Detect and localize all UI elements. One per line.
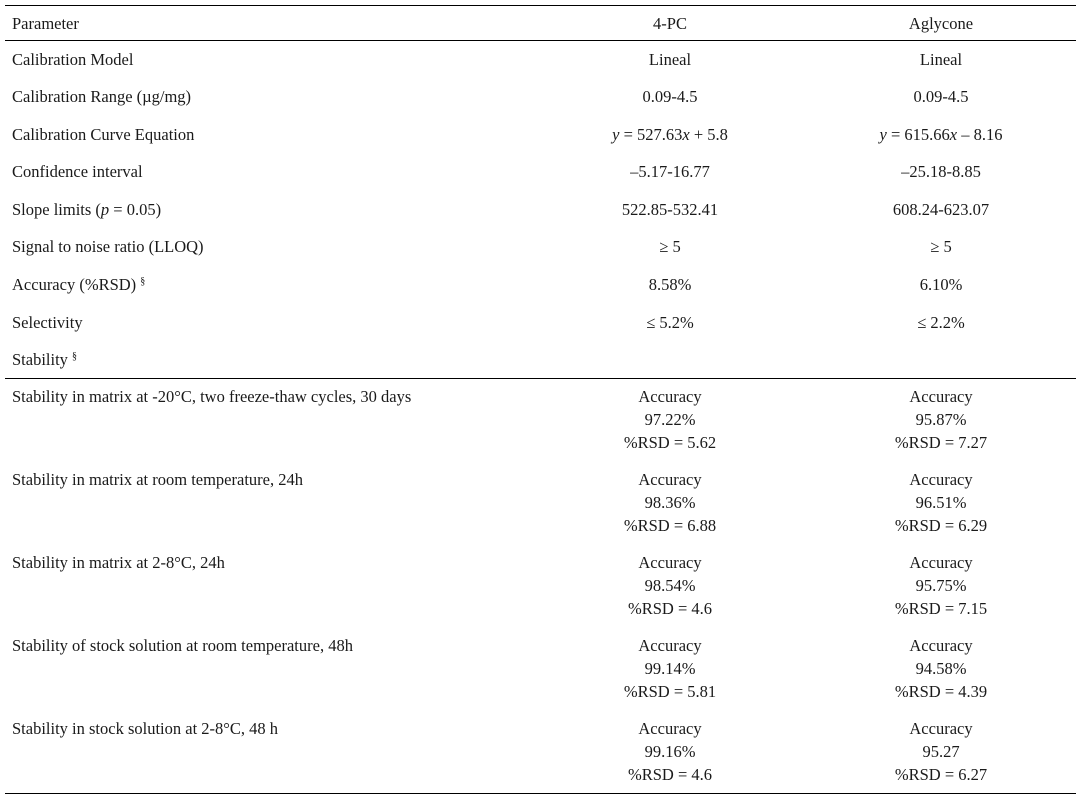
cell-aglycone: –25.18-8.85 [901,162,981,182]
section-mark: § [72,351,78,363]
cell-aglycone [806,628,1076,711]
metric-label: Accuracy [638,469,702,489]
rsd-value: %RSD = 5.81 [623,681,717,701]
header-parameter: Parameter [12,14,79,33]
cell-empty [806,341,1076,379]
row-label: Calibration Model [12,50,134,69]
label-text: Accuracy (%RSD) [12,275,141,295]
row-label: Stability in matrix at room temperature, 24h [12,469,303,489]
row-label: Confidence interval [12,162,143,182]
eq-y: y [612,124,620,144]
cell-4pc: –5.17-16.77 [630,162,710,182]
accuracy-value: 95.87% [915,410,967,430]
header-aglycone: Aglycone [908,14,974,33]
rsd-value: %RSD = 5.62 [623,433,717,453]
cell-4pc-equation [534,116,806,154]
cell-4pc: 522.85-532.41 [621,199,719,219]
eq-rest: + 5.8 [689,124,728,144]
section-mark: § [140,276,146,288]
eq-x: x [682,124,690,144]
accuracy-value: 95.27 [922,741,960,761]
cell-4pc: 0.09-4.5 [642,87,698,107]
validation-table [5,5,1076,794]
rsd-value: %RSD = 6.27 [894,764,988,784]
rsd-value: %RSD = 4.39 [894,681,988,701]
rsd-value: %RSD = 7.15 [894,598,988,618]
header-4pc: 4-PC [653,14,687,33]
table-row [5,341,1076,379]
label-text: Stability [12,350,73,370]
cell-4pc [534,379,806,462]
accuracy-value: 94.58% [915,658,967,678]
metric-label: Accuracy [909,718,973,738]
row-label: Stability in matrix at 2-8°C, 24h [12,552,225,572]
rsd-value: %RSD = 6.29 [894,515,988,535]
accuracy-value: 98.36% [644,492,696,512]
table-row [5,628,1076,711]
cell-aglycone: ≥ 5 [930,237,952,257]
table-row [5,191,1076,229]
eq-coef: = 615.66 [886,124,950,144]
rsd-value: %RSD = 4.6 [627,598,713,618]
row-label [5,266,534,304]
accuracy-value: 97.22% [644,410,696,430]
row-label: Stability in stock solution at 2-8°C, 48 h [12,718,279,738]
row-label: Stability of stock solution at room temperature, 48h [12,635,353,655]
rsd-value: %RSD = 6.88 [623,515,717,535]
table-row [5,711,1076,794]
eq-coef: = 527.63 [619,124,683,144]
cell-aglycone [806,462,1076,545]
metric-label: Accuracy [638,635,702,655]
table-row [5,78,1076,116]
cell-4pc [534,628,806,711]
metric-label: Accuracy [909,387,973,407]
cell-aglycone: 0.09-4.5 [913,87,969,107]
cell-aglycone: Lineal [919,50,963,69]
cell-4pc: Lineal [648,50,692,69]
accuracy-value: 99.16% [644,741,696,761]
accuracy-value: 95.75% [915,575,967,595]
cell-4pc [534,545,806,628]
table-row [5,304,1076,342]
cell-aglycone [806,379,1076,462]
cell-aglycone: 608.24-623.07 [892,199,990,219]
row-label: Calibration Range (µg/mg) [12,87,192,107]
table-row [5,545,1076,628]
eq-x: x [949,124,958,144]
metric-label: Accuracy [909,635,973,655]
row-label [5,191,534,229]
metric-label: Accuracy [638,718,702,738]
table-row [5,266,1076,304]
accuracy-value: 96.51% [915,492,967,512]
cell-4pc: ≥ 5 [659,237,681,257]
cell-4pc [534,711,806,794]
row-label: Calibration Curve Equation [12,124,195,144]
row-label: Signal to noise ratio (LLOQ) [12,237,204,257]
cell-aglycone: ≤ 2.2% [917,312,965,332]
accuracy-value: 99.14% [644,658,696,678]
table-row [5,116,1076,154]
cell-aglycone-equation [806,116,1076,154]
table-row [5,153,1076,191]
table-row [5,462,1076,545]
metric-label: Accuracy [909,469,973,489]
cell-empty [534,341,806,379]
label-p: p [100,199,110,219]
table-row [5,228,1076,266]
stability-rows [5,379,1076,794]
metric-label: Accuracy [638,552,702,572]
cell-4pc [534,462,806,545]
table-header [5,6,1076,41]
table-body [5,41,1076,379]
cell-aglycone [806,711,1076,794]
metric-label: Accuracy [909,552,973,572]
accuracy-value: 98.54% [644,575,696,595]
label-post: = 0.05) [109,199,162,219]
cell-aglycone: 6.10% [919,275,963,295]
eq-y: y [879,124,887,144]
rsd-value: %RSD = 7.27 [894,433,988,453]
metric-label: Accuracy [638,387,702,407]
row-label: Stability in matrix at -20°C, two freeze-thaw cycles, 30 days [12,387,412,407]
eq-rest: – 8.16 [957,124,1003,144]
label-pre: Slope limits ( [12,199,101,219]
row-label [5,341,534,379]
cell-4pc: ≤ 5.2% [646,312,694,332]
cell-4pc: 8.58% [648,275,692,295]
table-row [5,41,1076,79]
rsd-value: %RSD = 4.6 [627,764,713,784]
row-label: Selectivity [12,312,83,332]
header-row [5,6,1076,41]
table-row [5,379,1076,462]
cell-aglycone [806,545,1076,628]
